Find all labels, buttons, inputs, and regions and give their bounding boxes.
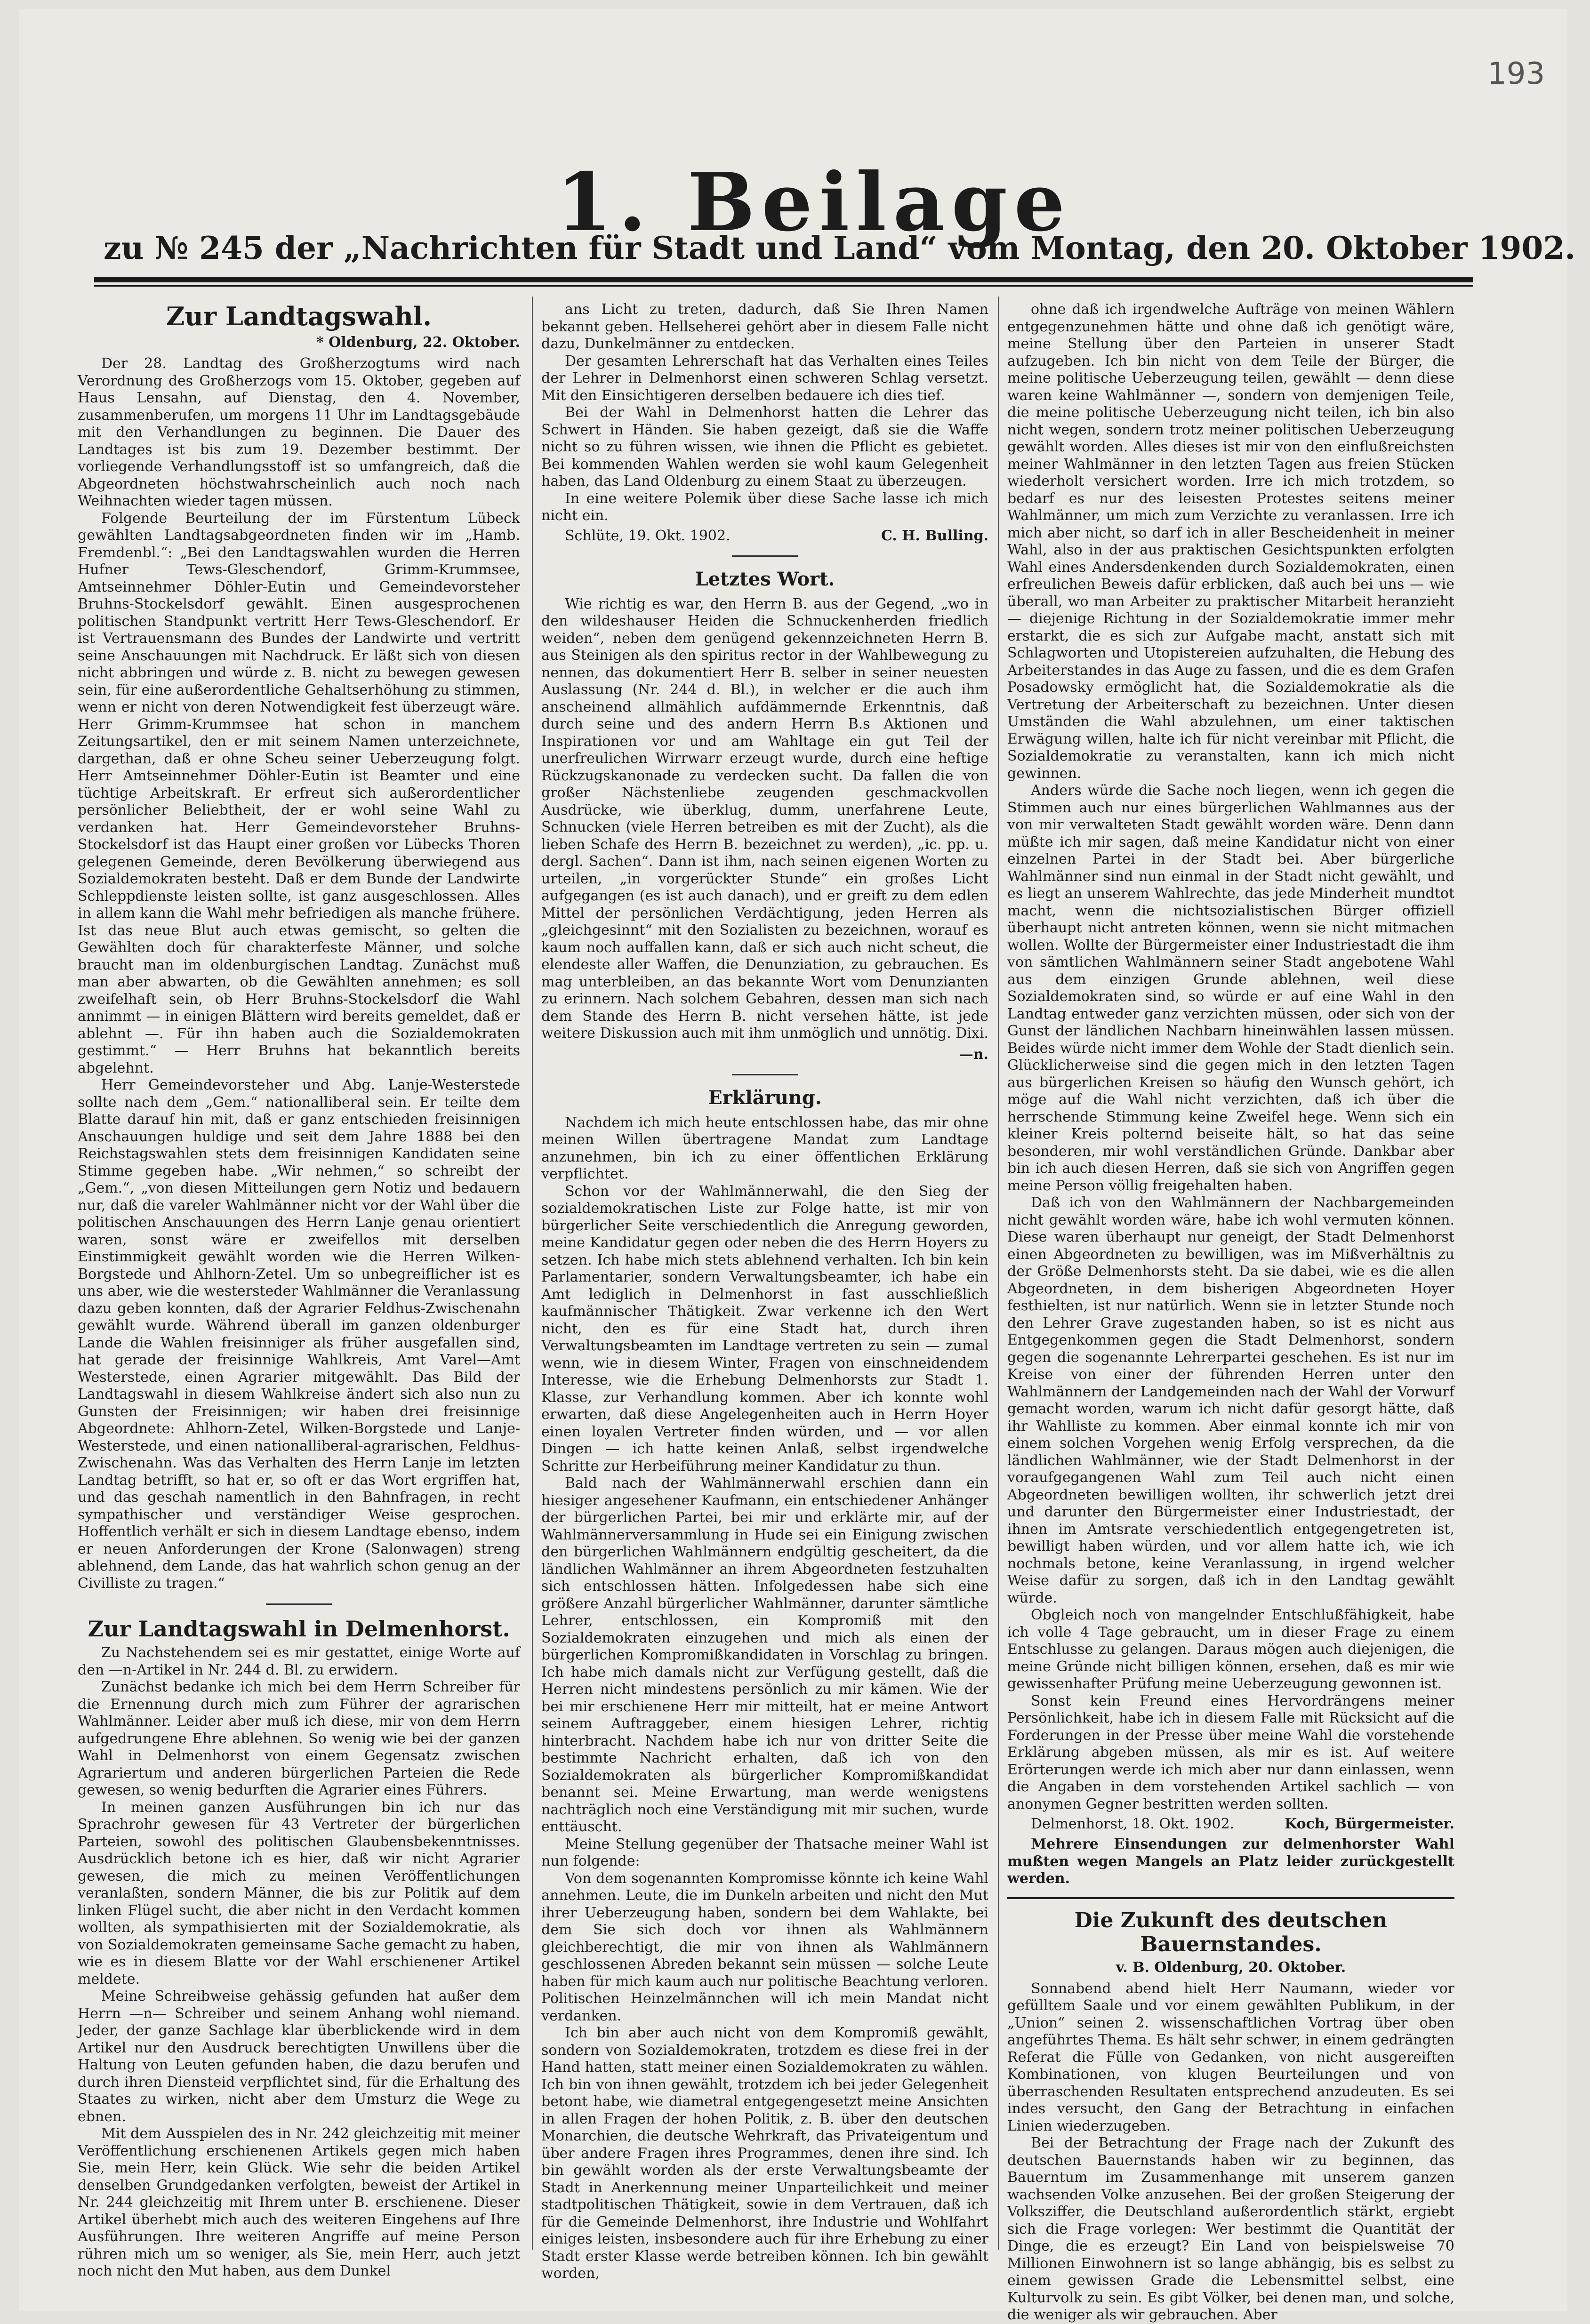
article-heading-erklaerung: Erklärung.	[708, 1086, 822, 1109]
paragraph: Sonst kein Freund eines Hervordrängens meiner Persönlichkeit, habe ich in diesem Falle mit Rücksicht auf die Forderungen in der Presse über meine Wahl die vorstehende Erklärung abgeben müssen, als mir es ist. Auf weitere Erörterungen werde ich mich aber nur dann einlassen, wenn die Angaben in dem vorstehenden Artikel sachlich — von anonymen Gegner bestritten werden sollten.	[1007, 1692, 1454, 1812]
signature-line	[565, 528, 988, 544]
article-heading-delmenhorst: Zur Landtagswahl in Delmenhorst.	[88, 1616, 510, 1642]
paragraph: Bei der Wahl in Delmenhorst hatten die Lehrer das Schwert in Händen. Sie haben gezeigt, daß sie die Waffe nicht so zu führen wissen, wie ihnen die Pflicht es gebietet. Bei kommenden Wahlen werden sie wohl kaum Gelegenheit haben, das Land Oldenburg zu einem Staat zu überzeugen.	[541, 404, 988, 489]
paragraph: Der gesamten Lehrerschaft hat das Verhalten eines Teiles der Lehrer in Delmenhorst einen schweren Schlag versetzt. Mit den Einsichtigeren derselben bedauere ich dies tief.	[541, 353, 988, 404]
paragraph: Wie richtig es war, den Herrn B. aus der Gegend, „wo in den wildeshauser Heiden die Schnuckenherden friedlich weiden“, neben dem genügend gekennzeichneten Herrn B. aus Steinigen als den spiritus rector in der Wahlbewegung zu nennen, das dokumentiert Herr B. selber in seiner neuesten Auslassung (Nr. 244 d. Bl.), in welcher er die auch ihm anscheinend allmählich aufdämmernde Erkenntnis, daß durch seine und des andern Herrn B.s Aktionen und Inspirationen vor und am Wahltage ein gut Teil der unerfreulichen Wirrwarr erzeugt wurde, durch eine heftige Rückzugskanonade zu verdecken sucht. Da fallen die von großer Nächstenliebe zeugenden geschmackvollen Ausdrücke, wie überklug, dumm, unerfahrene Leute, Schnucken (viele Herren betreiben es mit der Zucht), als die lieben Schafe des Herrn B. bezeichnet zu werden), „ic. pp. u. dergl. Sachen“. Dann ist ihm, nach seinen eigenen Worten zu urteilen, „in vorgerückter Stunde“ ein großes Licht aufgegangen (es ist auch danach), und er greift zu dem edlen Mittel der persönlichen Verdächtigung, jeden Herren als „gleichgesinnt“ mit den Sozialisten zu bezeichnen, worauf es kaum noch auffallen kann, daß er sich auch nicht scheut, die elendeste aller Waffen, die Denunziation, zu gebrauchen. Es mag unterbleiben, an das bekannte Wort vom Denunzianten zu erinnern. Nach solchem Gebahren, dessen man sich nach dem Stande des Herrn B. nicht versehen hätte, ist jede weitere Diskussion auch mit ihm unmöglich und unnötig. Dixi.	[541, 595, 988, 1042]
paragraph: Sonnabend abend hielt Herr Naumann, wieder vor gefülltem Saale und vor einem gewählten Publikum, in der „Union“ seinen 2. wissenschaftlichen Vortrag über oben angeführtes Thema. Es hält sehr schwer, in einem gedrängten Referat die Fülle von Gedanken, von nicht ausgereiften Kombinationen, von klugen Beurteilungen und von überraschenden Resultaten entsprechend anzudeuten. Es sei indes versucht, den Gang der Betrachtung in einfachen Linien wiederzugeben.	[1007, 1980, 1454, 2134]
column-divider-2	[998, 297, 999, 2250]
column-1	[78, 301, 520, 2280]
article-heading-landtagswahl: Zur Landtagswahl.	[166, 301, 432, 331]
paragraph: Mit dem Ausspielen des in Nr. 242 gleichzeitig mit meiner Veröffentlichung erschienenen Artikels gegen mich haben Sie, mein Herr, kein Glück. Wie sehr die beiden Artikel denselben Grundgedanken verfolgten, beweist der Artikel in Nr. 244 gleichzeitig mit Ihrem unter B. erschienene. Dieser Artikel überhebt mich auch des weiteren Eingehens auf Ihre Ausführungen. Ihre weiteren Angriffe auf meine Person rühren mich um so weniger, als Sie, mein Herr, auch jetzt noch nicht den Mut haben, aus dem Dunkel	[78, 2125, 520, 2279]
paragraph: Ich bin aber auch nicht von dem Kompromiß gewählt, sondern von Sozialdemokraten, trotzdem es diese frei in der Hand hatten, statt meiner einen Sozialdemokraten zu wählen. Ich bin von ihnen gewählt, trotzdem ich bei jeder Gelegenheit betont habe, wie diametral entgegengesetzt meine Ansichten in allen Fragen der hohen Politik, z. B. über den deutschen Monarchien, die deutsche Wehrkraft, das Privateigentum und über andere Fragen ihres Programmes, denen ihre sind. Ich bin gewählt worden als der erste Verwaltungsbeamte der Stadt in Anerkennung meiner Unparteilichkeit und meiner stadtpolitischen Thätigkeit, sowie in dem Vertrauen, daß ich für die Gemeinde Delmenhorst, ihre Industrie und Wohlfahrt einiges leisten, insbesondere auch für ihre Erhebung zu einer Stadt erster Klasse werde betreiben können. Ich bin gewählt worden,	[541, 2025, 988, 2282]
paragraph: In eine weitere Polemik über diese Sache lasse ich mich nicht ein.	[541, 490, 988, 524]
paragraph: ans Licht zu treten, dadurch, daß Sie Ihren Namen bekannt geben. Hellseherei gehört aber in diesem Falle nicht dazu, Dunkelmänner zu entdecken.	[541, 301, 988, 352]
paragraph: Anders würde die Sache noch liegen, wenn ich gegen die Stimmen auch nur eines bürgerlichen Wahlmannes aus der von mir verwalteten Stadt gewählt worden wäre. Denn dann müßte ich mir sagen, daß meine Kandidatur nicht von einer einzelnen Partei in der Stadt bei. Aber bürgerliche Wahlmänner sind nun einmal in der Stadt nicht gewählt, und es liegt an unserem Wahlrechte, das jede Minderheit mundtot macht, wenn die nichtsozialistischen Bürger offiziell überhaupt nicht antreten können, wenn sie nicht mitmachen wollen. Wollte der Bürgermeister einer Industriestadt die ihm von sämtlichen Wahlmännern seiner Stadt angebotene Wahl aus dem einzigen Grunde ablehnen, weil diese Sozialdemokraten sind, so würde er auf eine Wahl in den Landtag entweder ganz verzichten müssen, oder sich von der Gunst der ländlichen Nachbarn hineinwählen lassen müssen. Beides würde nicht immer dem Wohle der Stadt dienlich sein. Glücklicherweise sind die gegen mich in den letzten Tagen aus bürgerlichen Kreisen so häufig den Wunsch gehört, ich möge auf die Wahl nicht verzichten, daß ich über die herrschende Stimmung keine Zweifel hege. Wenn sich ein kleiner Kreis polternd beiseite hält, so hat das seine besonderen, mir wohl verständlichen Gründe. Dankbar aber bin ich auch diesen Herren, daß sie sich von Angriffen gegen meine Person völlig freigehalten haben.	[1007, 782, 1454, 1194]
supplement-title: 1. Beilage	[556, 155, 1072, 249]
paragraph: Folgende Beurteilung der im Fürstentum Lübeck gewählten Landtagsabgeordneten finden wir im „Hamb. Fremdenbl.“: „Bei den Landtagswahlen wurden die Herren Hufner Tews-Gleschendorf, Grimm-Krummsee, Amtseinnehmer Döhler-Eutin und Gemeindevorsteher Bruhns-Stockelsdorf gewählt. Einen ausgesprochenen politischen Standpunkt vertritt Herr Tews-Gleschendorf. Er ist Vertrauensmann des Bundes der Landwirte und vertritt seine Anschauungen mit Nachdruck. Er läßt sich von diesen nicht abbringen und würde z. B. nicht zu bewegen gewesen sein, für eine außerordentliche Gehaltserhöhung zu stimmen, wenn er nicht von deren Notwendigkeit fest überzeugt wäre. Herr Grimm-Krummsee hat schon in manchem Zeitungsartikel, den er mit seinem Namen unterzeichnete, dargethan, daß er ohne Scheu seiner Ueberzeugung folgt. Herr Amtseinnehmer Döhler-Eutin ist Beamter und eine tüchtige Arbeitskraft. Er erfreut sich außerordentlicher persönlicher Beliebtheit, der er wohl seine Wahl zu verdanken hat. Herr Gemeindevorsteher Bruhns-Stockelsdorf ist das Haupt einer großen vor Lübecks Thoren gelegenen Gemeinde, deren Bevölkerung überwiegend aus Sozialdemokraten besteht. Daß er dem Bunde der Landwirte Schleppdienste leisten sollte, ist ganz ausgeschlossen. Alles in allem kann die Wahl mehr befriedigen als manche frühere. Ist das neue Blut auch etwas gemischt, so gelten die Gewählten doch für charakterfeste Männer, und solche braucht man im oldenburgischen Landtag. Zunächst muß man aber abwarten, ob die Gewählten annehmen; es soll zweifelhaft sein, ob Herr Bruhns-Stockelsdorf die Wahl annimmt — in einigen Blättern wird bereits gemeldet, daß er ablehnt —. Für ihn haben auch die Sozialdemokraten gestimmt.“ — Herr Bruhns hat bekanntlich bereits abgelehnt.	[78, 510, 520, 1076]
paragraph: Nachdem ich mich heute entschlossen habe, das mir ohne meinen Willen übertragene Mandat zum Landtage anzunehmen, bin ich zu einer öffentlichen Erklärung verpflichtet.	[541, 1114, 988, 1182]
article-heading-bauernstand: Die Zukunft des deutschen Bauernstandes.	[1074, 1908, 1388, 1956]
paragraph: Obgleich noch von mangelnder Entschlußfähigkeit, habe ich volle 4 Tage gebraucht, um in dieser Frage zu einem Entschlusse zu gelangen. Daraus mögen auch diejenigen, die meine Gründe nicht billigen können, ersehen, daß es mir wie gewissenhafter Prüfung meine Ueberzeugung gewonnen ist.	[1007, 1607, 1454, 1692]
separator	[732, 1074, 798, 1075]
signature: —n.	[959, 1046, 988, 1063]
column-divider-1	[532, 297, 533, 2250]
separator	[732, 555, 798, 557]
editorial-note: Mehrere Einsendungen zur delmenhorster Wahl mußten wegen Mangels an Platz leider zurückgestellt werden.	[1007, 1836, 1454, 1887]
paragraph: Der 28. Landtag des Großherzogtums wird nach Verordnung des Großherzogs vom 15. Oktober, gegeben auf Haus Lensahn, auf Dienstag, den 4. November, zusammenberufen, um morgens 11 Uhr im Landtagsgebäude mit den Verhandlungen zu beginnen. Die Dauer des Landtages ist bis zum 19. Dezember bestimmt. Der vorliegende Verhandlungsstoff ist so umfangreich, daß die Abgeordneten höchstwahrscheinlich auch noch nach Weihnachten wieder tagen müssen.	[78, 355, 520, 509]
supplement-subtitle: zu № 245 der „Nachrichten für Stadt und Land“ vom Montag, den 20. Oktober 1902.	[104, 230, 1576, 266]
paragraph: Schon vor der Wahlmännerwahl, die den Sieg der sozialdemokratischen Liste zur Folge hatte, ist mir von bürgerlicher Seite verschiedentlich die Anregung geworden, meine Kandidatur gegen oder neben die des Herrn Hoyers zu setzen. Ich habe mich stets ablehnend verhalten. Ich bin kein Parlamentarier, sondern Verwaltungsbeamter, ich habe ein Amt lediglich in Delmenhorst in fast ausschließlich kaufmännischer Thätigkeit. Zwar verkenne ich den Wert nicht, den es für eine Stadt hat, durch ihren Verwaltungsbeamten im Landtage vertreten zu sein — zumal wenn, wie in diesem Winter, Fragen von einschneidendem Interesse, wie die Erhebung Delmenhorsts zur Stadt 1. Klasse, zur Verhandlung kommen. Aber ich konnte wohl erwarten, daß diese Angelegenheiten auch in Herrn Hoyer einen loyalen Vertreter finden würden, und — vor allen Dingen — ich hatte keinen Anlaß, selbst irgendwelche Schritte zur Herbeiführung meiner Kandidatur zu thun.	[541, 1183, 988, 1475]
paragraph: Meine Stellung gegenüber der Thatsache meiner Wahl ist nun folgende:	[541, 1835, 988, 1869]
masthead-rule-thick	[94, 277, 1473, 282]
paragraph: Zunächst bedanke ich mich bei dem Herrn Schreiber für die Ernennung durch mich zum Führer der agrarischen Wahlmänner. Leider aber muß ich diese, mir von dem Herrn aufgedrungene Ehre ablehnen. So wenig wie bei der ganzen Wahl in Delmenhorst von einem Gegensatz zwischen Agrariertum und anderen bürgerlichen Parteien die Rede gewesen, so wenig bedurften die Agrarier eines Führers.	[78, 1679, 520, 1798]
page-number: 193	[1487, 56, 1545, 91]
dateline: * Oldenburg, 22. Oktober.	[316, 334, 520, 351]
dateline: v. B. Oldenburg, 20. Oktober.	[1116, 1959, 1346, 1976]
signature-name: C. H. Bulling.	[881, 527, 988, 544]
paragraph: Bald nach der Wahlmännerwahl erschien dann ein hiesiger angesehener Kaufmann, ein entschiedener Anhänger der bürgerlichen Partei, bei mir und erklärte mir, auf der Wahlmännerversammlung in Hude sei ein Einigung zwischen den bürgerlichen Wahlmännern endgültig gescheitert, da die ländlichen Wahlmänner an ihrem Abgeordneten festzuhalten sich entschlossen hätten. Infolgedessen habe sich eine größere Anzahl bürgerlicher Wahlmänner, darunter sämtliche Lehrer, entschlossen, ein Kompromiß mit den Sozialdemokraten einzugehen und mich als einen der bürgerlichen Kompromißkandidaten in Vorschlag zu bringen. Ich habe mich damals nicht zur Verfügung gestellt, daß die Herren nicht mindestens persönlich zu mir kämen. Wie der bei mir erschienene Herr mir mitteilt, hat er meine Antwort seinem Auftraggeber, einem hiesigen Lehrer, richtig hinterbracht. Nachdem habe ich nur von dritter Seite die bestimmte Nachricht erhalten, daß ich von den Sozialdemokraten als bürgerlicher Kompromißkandidat benannt sei. Meine Erwartung, man werde wenigstens nachträglich noch eine Verständigung mit mir suchen, wurde enttäuscht.	[541, 1475, 988, 1835]
paragraph: Daß ich von den Wahlmännern der Nachbargemeinden nicht gewählt worden wäre, habe ich wohl vermuten können. Diese waren überhaupt nur geneigt, der Stadt Delmenhorst einen Abgeordneten zu bewilligen, was im Mißverhältnis zu der Größe Delmenhorsts steht. Da sie dabei, wie es die allen Abgeordneten, in dem bisherigen Abgeordneten Hoyer festhielten, ist nur natürlich. Wenn sie in letzter Stunde noch den Lehrer Grave zugestanden haben, so ist es nicht aus Entgegenkommen gegen die Stadt Delmenhorst, sondern gegen die sogenannte Lehrerpartei geschehen. Es ist nur im Kreise von einer der führenden Herren unter den Wahlmännern der Landgemeinden nach der Wahl der Vorwurf gemacht worden, warum ich nicht dafür gesorgt hätte, daß ihr Wahlliste zu kommen. Aber einmal konnte ich mir von einem solchen Vorgehen wenig Erfolg versprechen, da die ländlichen Wahlmänner, wie der Stadt Delmenhorst in der voraufgegangenen Wahl zum Teil auch nicht einen Abgeordneten bewilligen wollten, ihr schwerlich jetzt drei und darunter den Bürgermeister einer Industriestadt, der ihnen im Amtsrate verschiedentlich entgegengetreten ist, bewilligt haben würden, und vor allem hatte ich, wie ich nochmals betone, keine Veranlassung, in irgend welcher Weise dafür zu sorgen, daß ich in den Landtag gewählt würde.	[1007, 1194, 1454, 1606]
paragraph: ohne daß ich irgendwelche Aufträge von meinen Wählern entgegenzunehmen hätte und ohne daß ich genötigt wäre, meine Stellung über den Parteien in unserer Stadt aufzugeben. Ich bin nicht von dem Teile der Bürger, die meine politische Ueberzeugung teilen, gewählt — denn diese waren keine Wahlmänner —, sondern von demjenigen Teile, die meine politische Ueberzeugung nicht teilen, ich bin also nicht wegen, sondern trotz meiner politischen Ueberzeugung gewählt worden. Alles dieses ist mir von den einflußreichsten meiner Wahlmänner in den letzten Tagen aus freien Stücken wiederholt versichert worden. Irre ich mich trotzdem, so bedarf es nur des leisesten Protestes seitens meiner Wahlmänner, um mich zum Verzichte zu veranlassen. Irre ich mich aber nicht, so darf ich in aller Bescheidenheit in meiner Wahl, also in der aus praktischen Gesichtspunkten erfolgten Wahl eines Andersdenkenden durch Sozialdemokraten, einen erfreulichen Beweis dafür erblicken, daß auch bei uns — wie überall, wo man Arbeiter zu praktischer Mitarbeit heranzieht — diejenige Richtung in der Sozialdemokratie immer mehr erstarkt, die es sich zur Aufgabe macht, anstatt sich mit Schlagworten und Utopistereien aufzuhalten, die Hebung des Arbeiterstandes in das Auge zu fassen, und die es dem Grafen Posadowsky ermöglicht hat, die Sozialdemokratie als die Vertretung der Arbeiterschaft zu bezeichnen. Unter diesen Umständen die Wahl abzulehnen, um einer taktischen Erwägung willen, halte ich für nicht vereinbar mit Pflicht, die Sozialdemokratie zu veranstalten, kann ich mich nicht gewinnen.	[1007, 301, 1454, 782]
separator	[266, 1603, 332, 1605]
newspaper-page	[19, 9, 1576, 2323]
signature-place: Schlüte, 19. Okt. 1902.	[565, 527, 731, 544]
masthead-rule-thin	[94, 285, 1473, 287]
signature-place: Delmenhorst, 18. Okt. 1902.	[1031, 1816, 1235, 1832]
paragraph: Bei der Betrachtung der Frage nach der Zukunft des deutschen Bauernstands haben wir zu beginnen, das Bauerntum im Zusammenhange mit unserem ganzen wachsenden Volke anzusehen. Bei der großen Steigerung der Volksziffer, die Deutschland außerordentlich stärkt, ergiebt sich die Frage vorlegen: Wer bestimmt die Quantität der Dinge, die es erzeugt? Ein Land von beispielsweise 70 Millionen Einwohnern ist so lange abhängig, bis es selbst zu einem gewissen Grade die Lebensmittel selbst, eine Kulturvolk zu sein. Es gibt Völker, bei denen man, und solche, die weniger als wir gebrauchen. Aber	[1007, 2135, 1454, 2323]
paragraph: Meine Schreibweise gehässig gefunden hat außer dem Herrn —n— Schreiber und seinem Anhang wohl niemand. Jeder, der ganze Sachlage klar überblickende wird in dem Artikel nur den Ausdruck berechtigten Unwillens über die Haltung von Leuten gefunden haben, die dazu berufen und durch ihren Diensteid verpflichtet sind, für die Erhaltung des Staates zu wirken, nicht aber dem Umsturz die Wege zu ebnen.	[78, 1988, 520, 2125]
column-3	[1007, 301, 1454, 2324]
signature-name: Koch, Bürgermeister.	[1285, 1816, 1454, 1832]
article-heading-letztes-wort: Letztes Wort.	[695, 568, 835, 590]
column-2	[541, 301, 988, 2283]
paragraph: In meinen ganzen Ausführungen bin ich nur das Sprachrohr gewesen für 43 Vertreter der bürgerlichen Parteien, sowohl des politischen Glaubensbekenntnisses. Ausdrücklich betone ich es hier, daß wir nicht Agrarier gewesen, die mich zu meinen Veröffentlichungen veranlaßten, sondern Männer, die bis zur Politik auf dem linken Flügel sucht, die aber nicht in den Verdacht kommen wollten, als sympathisierten mit der Sozialdemokratie, als von Sozialdemokraten gemeinsame Sache gemacht zu haben, wie es in diesem Blatte vor der Wahl erschienener Artikel meldete.	[78, 1799, 520, 1987]
separator	[1007, 1897, 1454, 1899]
paragraph: Herr Gemeindevorsteher und Abg. Lanje-Westerstede sollte nach dem „Gem.“ nationalliberal sein. Er teilte dem Blatte darauf hin mit, daß er ganz entschieden freisinnigen Anschauungen huldige und seit dem Jahre 1888 bei den Reichstagswahlen stets dem freisinnigen Kandidaten seine Stimme gegeben habe. „Wir nehmen,“ so schreibt der „Gem.“, „von diesen Mitteilungen gern Notiz und bedauern nur, daß die vareler Wahlmänner nicht vor der Wahl über die politischen Anschauungen des Herrn Lanje genau orientiert waren, sonst wäre er zweifellos mit derselben Einstimmigkeit gewählt worden wie die Herren Wilken-Borgstede und Ahlhorn-Zetel. Um so unbegreiflicher ist es uns aber, wie die westersteder Wahlmänner die Veranlassung dazu geben konnten, daß der Agrarier Feldhus-Zwischenahn gewählt wurde. Während überall im ganzen oldenburger Lande die Wahlen freisinniger als früher ausgefallen sind, hat gerade der freisinnige Wahlkreis, Amt Varel—Amt Westerstede, einen Agrarier mitgewählt. Das Bild der Landtagswahl in diesem Wahlkreise ändert sich also nun zu Gunsten der Freisinnigen; wir haben drei freisinnige Abgeordnete: Ahlhorn-Zetel, Wilken-Borgstede und Lanje-Westerstede, und einen nationalliberal-agrarischen, Feldhus-Zwischenahn. Was das Verhalten des Herrn Lanje im letzten Landtag betrifft, so hat er, so oft er das Wort ergriffen hat, und das geschah namentlich in den Bahnfragen, in recht sympathischer und verständiger Weise gesprochen. Hoffentlich verhält er sich in diesem Landtage ebenso, indem er neuen Anforderungen der Krone (Salonwagen) streng ablehnend, dem Lande, das hat wahrlich schon genug an der Civilliste zu tragen.“	[78, 1077, 520, 1592]
paragraph: Zu Nachstehendem sei es mir gestattet, einige Worte auf den —n-Artikel in Nr. 244 d. Bl. zu erwidern.	[78, 1644, 520, 1678]
signature-line	[1031, 1816, 1454, 1832]
paragraph: Von dem sogenannten Kompromisse könnte ich keine Wahl annehmen. Leute, die im Dunkeln arbeiten und nicht den Mut ihrer Ueberzeugung haben, sondern bei dem Wahlakte, bei dem Sie sich doch vor ihnen als Wahlmännern gleichberechtigt, die mir von ihnen als Wahlmännern geschlossenen Abreden bekannt sein müssen — solche Leute haben für mich kaum auch nur politische Beachtung verloren. Politischen Heinzelmännchen will ich mein Mandat nicht verdanken.	[541, 1870, 988, 2024]
